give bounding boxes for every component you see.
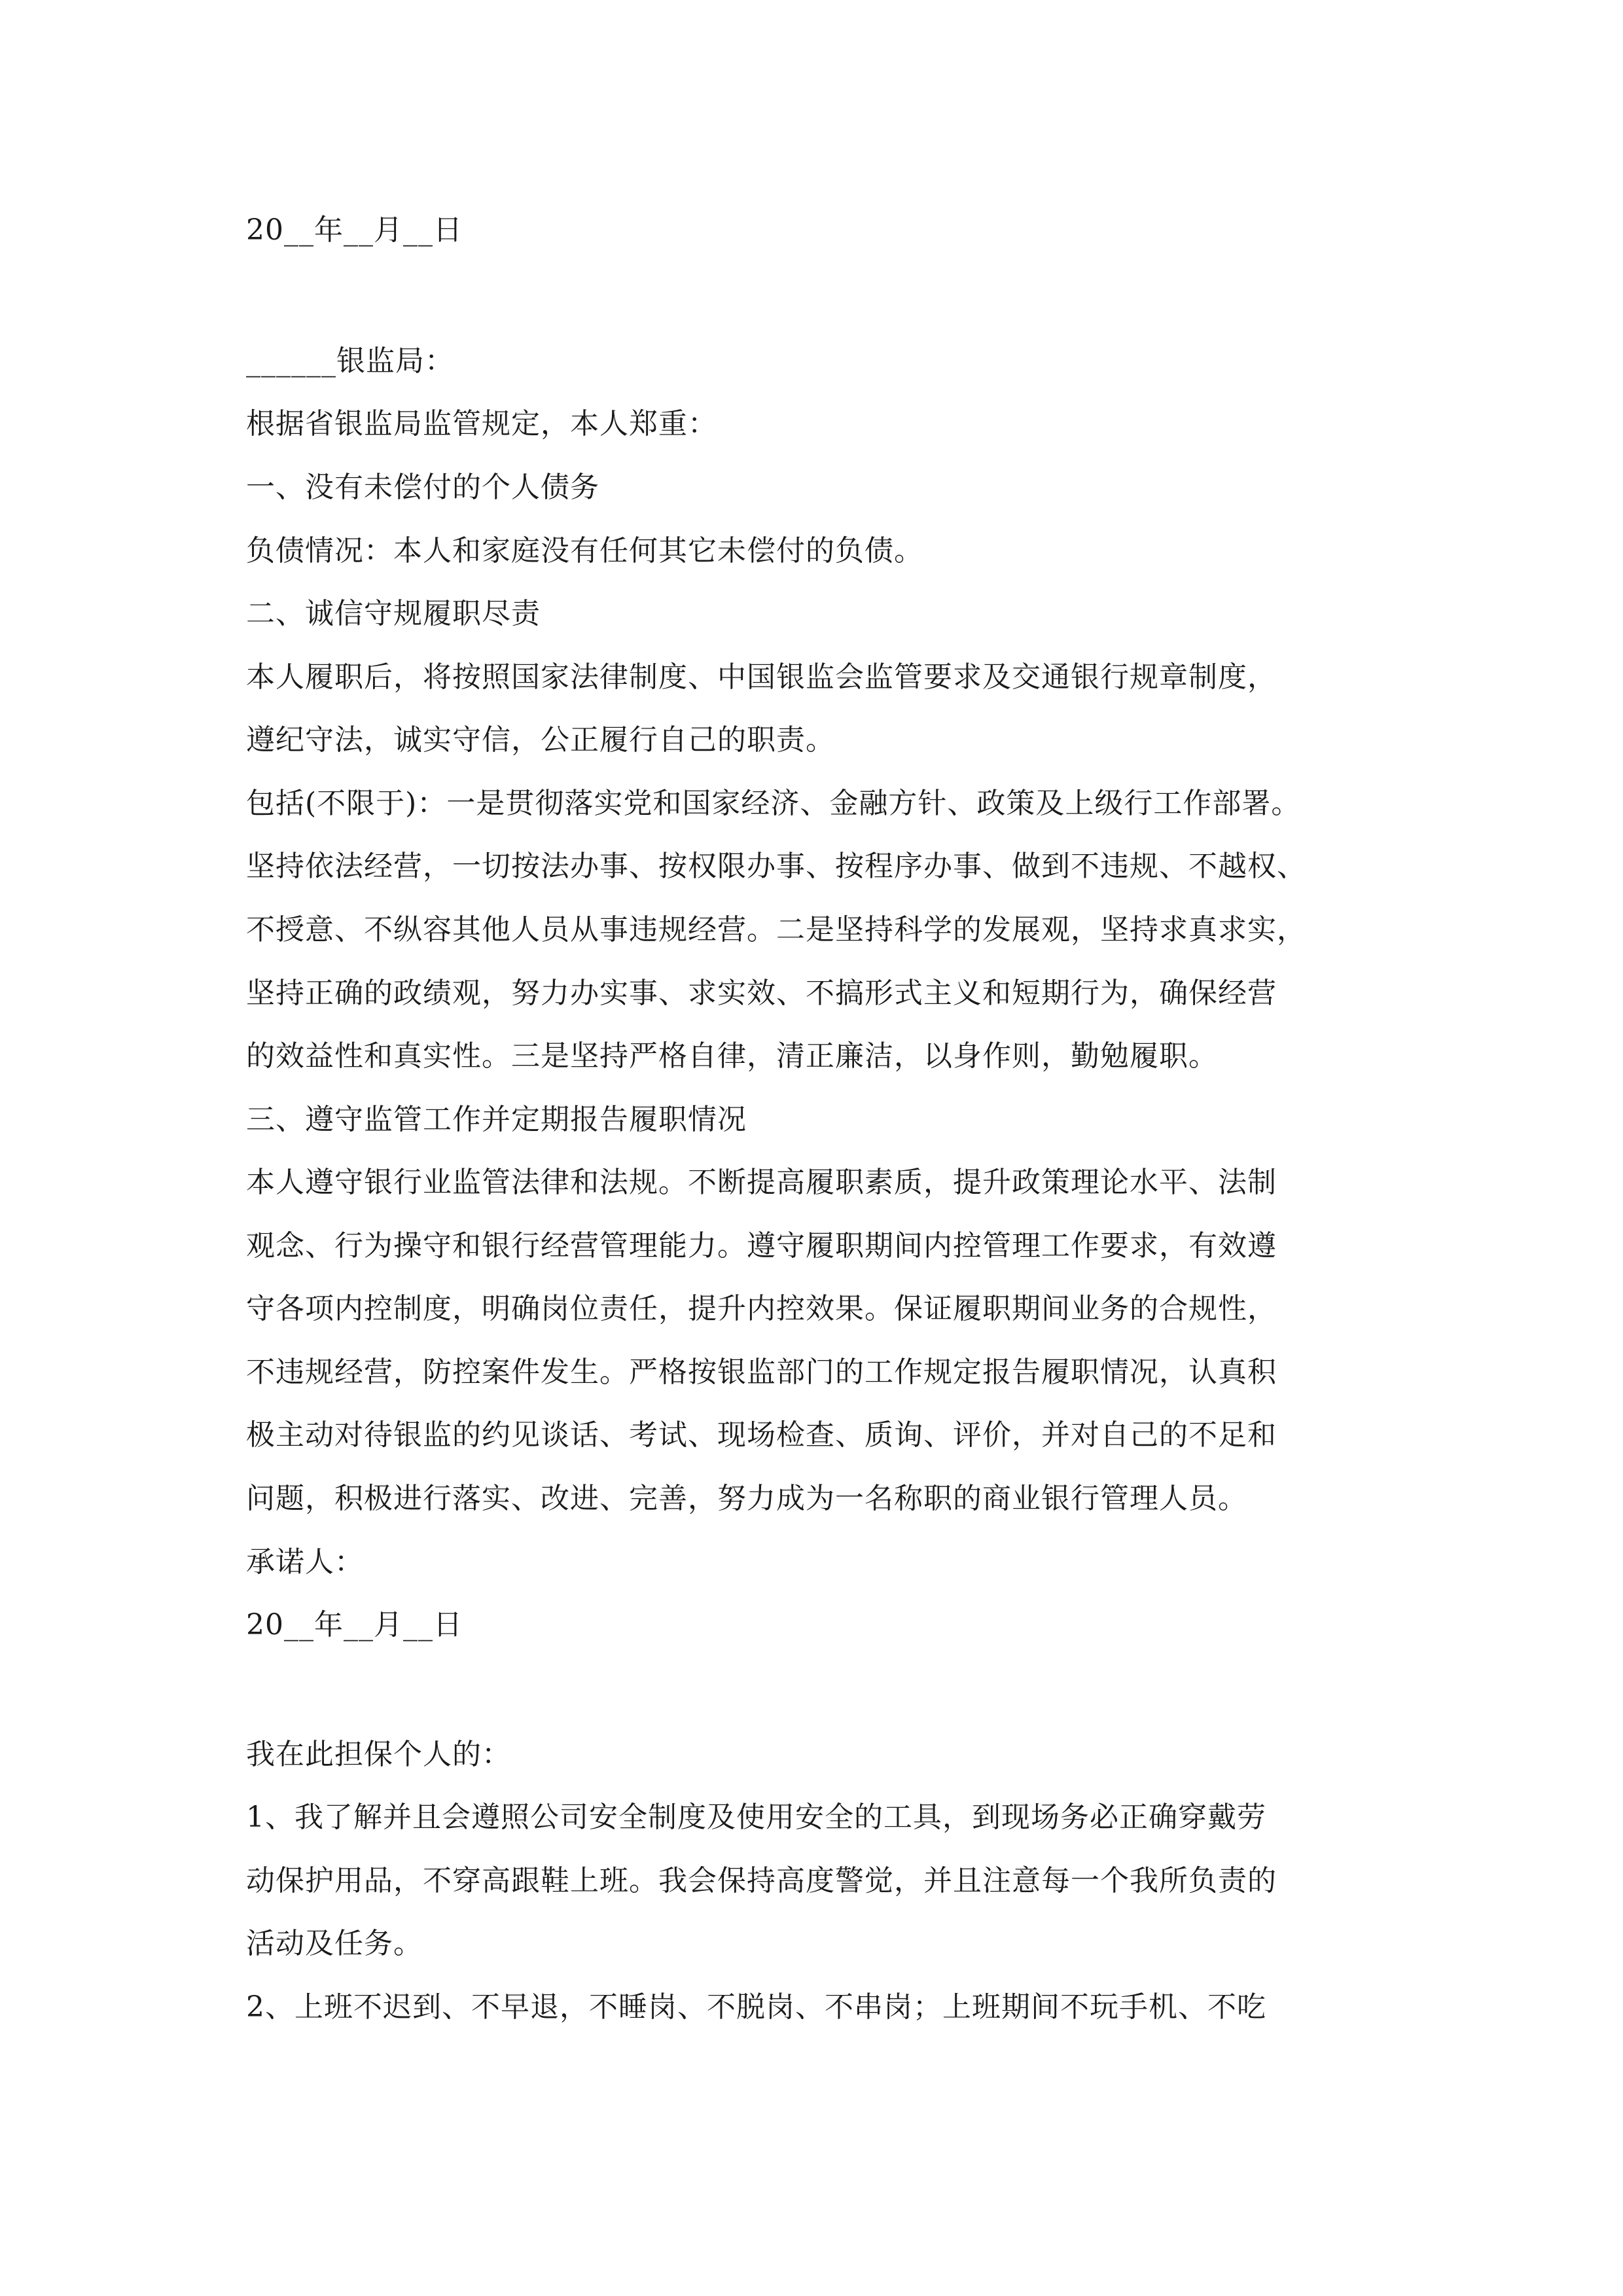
item-1-line: 活动及任务。 xyxy=(246,1927,423,1960)
section-2-para-2-line: 包括(不限于)：一是贯彻落实党和国家经济、金融方针、政策及上级行工作部署。 xyxy=(246,787,1301,820)
section-3-para-line: 观念、行为操守和银行经营管理能力。遵守履职期间内控管理工作要求，有效遵 xyxy=(246,1229,1277,1263)
section-3-para-line: 守各项内控制度，明确岗位责任，提升内控效果。保证履职期间业务的合规性， xyxy=(246,1292,1277,1325)
date-line-top: 20__年__月__日 xyxy=(246,213,463,247)
section-2-para-2-line: 不授意、不纵容其他人员从事违规经营。二是坚持科学的发展观，坚持求真求实， xyxy=(246,913,1306,946)
section-2-para-1-line: 本人履职后，将按照国家法律制度、中国银监会监管要求及交通银行规章制度， xyxy=(246,660,1277,694)
section-3-heading: 三、遵守监管工作并定期报告履职情况 xyxy=(246,1103,747,1136)
section-1-body: 负债情况：本人和家庭没有任何其它未偿付的负债。 xyxy=(246,534,923,567)
section-2-para-1-line: 遵纪守法，诚实守信，公正履行自己的职责。 xyxy=(246,723,835,757)
signer-label: 承诺人： xyxy=(246,1545,364,1579)
section-1-heading: 一、没有未偿付的个人债务 xyxy=(246,471,599,504)
section-3-para-line: 不违规经营，防控案件发生。严格按银监部门的工作规定报告履职情况，认真积 xyxy=(246,1355,1277,1389)
section-3-para-line: 本人遵守银行业监管法律和法规。不断提高履职素质，提升政策理论水平、法制 xyxy=(246,1166,1277,1199)
section-2-para-2-line: 的效益性和真实性。三是坚持严格自律，清正廉洁，以身作则，勤勉履职。 xyxy=(246,1039,1218,1073)
guarantee-intro: 我在此担保个人的： xyxy=(246,1738,511,1771)
item-1-line: 1、我了解并且会遵照公司安全制度及使用安全的工具，到现场务必正确穿戴劳 xyxy=(246,1801,1266,1834)
section-2-para-2-line: 坚持正确的政绩观，努力办实事、求实效、不搞形式主义和短期行为，确保经营 xyxy=(246,977,1277,1010)
date-line-bottom: 20__年__月__日 xyxy=(246,1608,463,1641)
item-1-line: 动保护用品，不穿高跟鞋上班。我会保持高度警觉，并且注意每一个我所负责的 xyxy=(246,1864,1277,1897)
intro-line: 根据省银监局监管规定，本人郑重： xyxy=(246,407,717,440)
section-3-para-line: 极主动对待银监的约见谈话、考试、现场检查、质询、评价，并对自己的不足和 xyxy=(246,1418,1277,1452)
item-2-line: 2、上班不迟到、不早退，不睡岗、不脱岗、不串岗；上班期间不玩手机、不吃 xyxy=(246,1990,1266,2024)
addressee-line: ______银监局： xyxy=(246,344,454,378)
section-3-para-line: 问题，积极进行落实、改进、完善，努力成为一名称职的商业银行管理人员。 xyxy=(246,1482,1247,1515)
section-2-heading: 二、诚信守规履职尽责 xyxy=(246,597,541,630)
section-2-para-2-line: 坚持依法经营，一切按法办事、按权限办事、按程序办事、做到不违规、不越权、 xyxy=(246,850,1306,883)
